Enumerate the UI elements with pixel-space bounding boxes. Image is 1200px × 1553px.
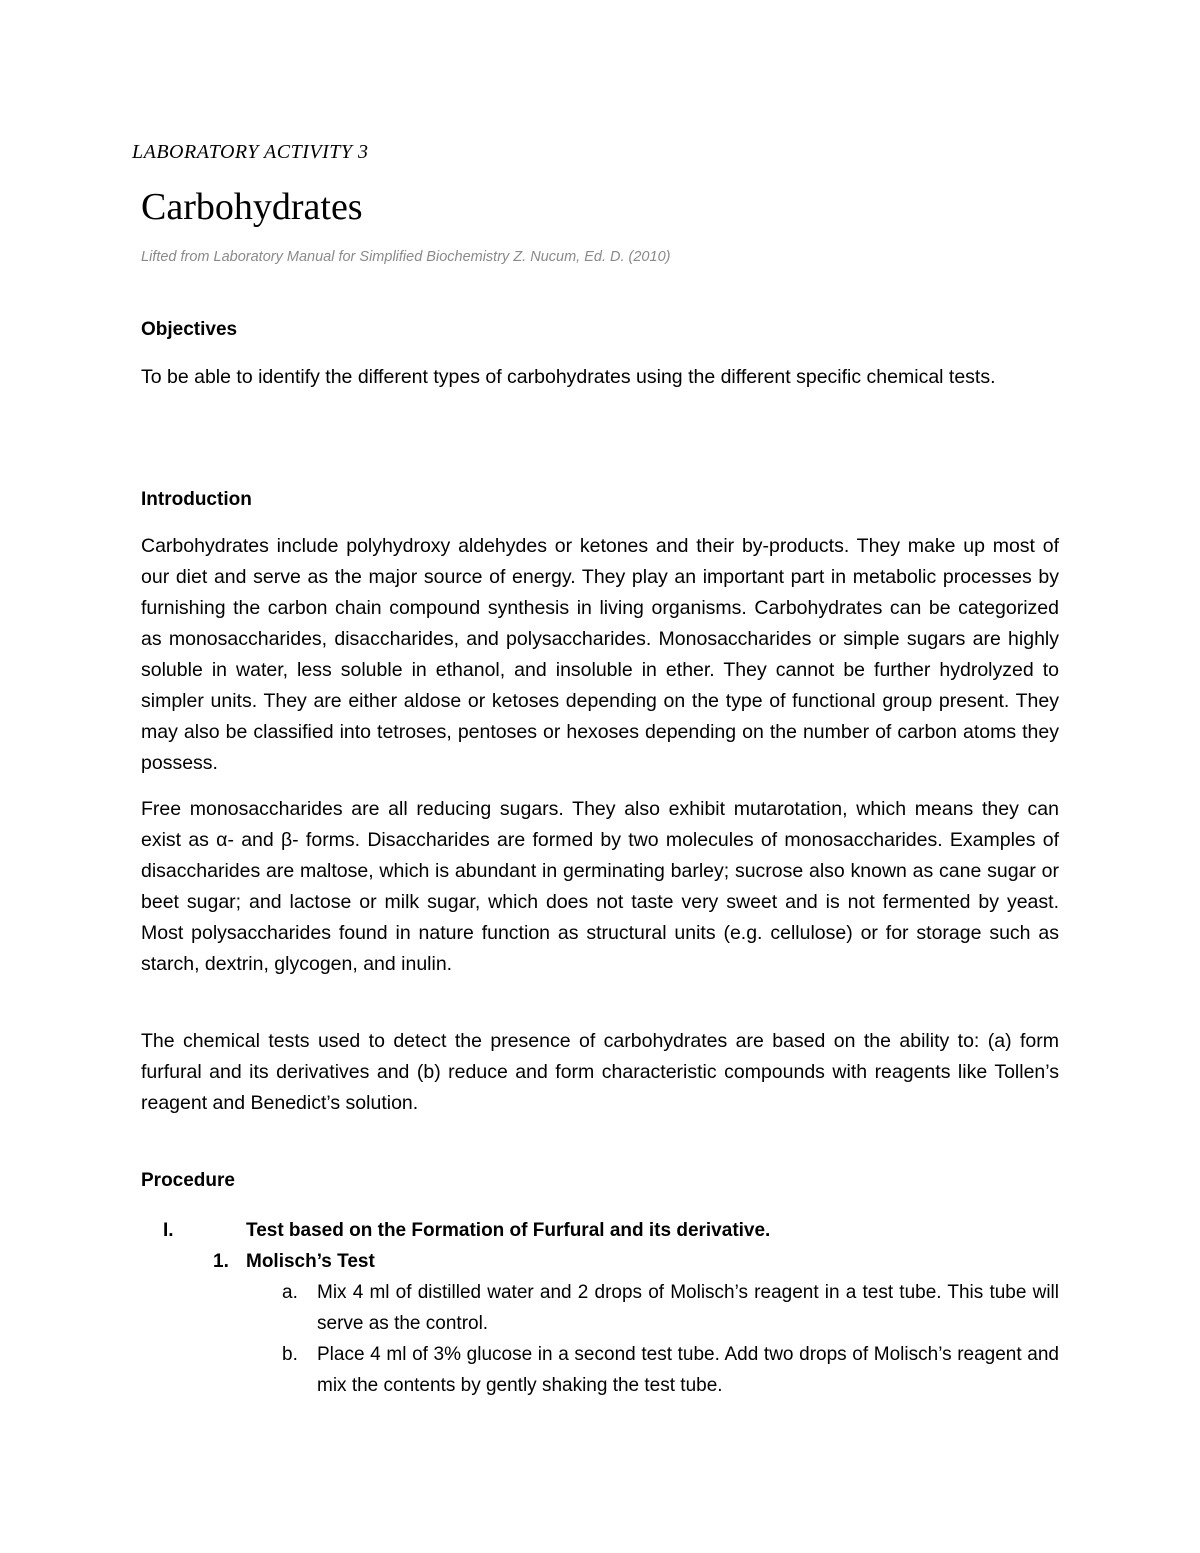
activity-label: LABORATORY ACTIVITY 3 [132, 141, 369, 163]
step-text: Mix 4 ml of distilled water and 2 drops of Molisch’s reagent in a test tube. This tube will serve as the control. [317, 1282, 1059, 1334]
procedure-heading: Procedure [141, 1170, 235, 1191]
procedure-list [141, 1215, 1059, 1401]
test-title: Molisch’s Test [246, 1251, 375, 1272]
source-citation: Lifted from Laboratory Manual for Simplified Biochemistry Z. Nucum, Ed. D. (2010) [141, 249, 671, 265]
introduction-paragraph: Carbohydrates include polyhydroxy aldehydes or ketones and their by-products. They make up most of our diet and serve as the major source of energy. They play an important part in metabolic processes by furnishing the carbon chain compound synthesis in living organisms. Carbohydrates can be categorized as monosaccharides, disaccharides, and polysaccharides. Monosaccharides or simple sugars are highly soluble in water, less soluble in ethanol, and insoluble in ether. They cannot be further hydrolyzed to simpler units. They are either aldose or ketoses depending on the type of functional group present. They may also be classified into tetroses, pentoses or hexoses depending on the number of carbon atoms they possess. [141, 535, 1059, 774]
introduction-heading: Introduction [141, 489, 252, 510]
introduction-paragraph: The chemical tests used to detect the presence of carbohydrates are based on the ability to: (a) form furfural and its derivatives and (b) reduce and form characteristic compounds with reagents like Tollen’s reagent and Benedict’s solution. [141, 1030, 1059, 1114]
document-page [132, 0, 1059, 1553]
procedure-step [141, 1277, 1059, 1339]
test-number: 1. [213, 1251, 229, 1272]
procedure-step [141, 1339, 1059, 1401]
step-letter: a. [282, 1282, 298, 1303]
step-letter: b. [282, 1344, 298, 1365]
objectives-text: To be able to identify the different types of carbohydrates using the different specific chemical tests. [141, 366, 996, 388]
document-title: Carbohydrates [141, 186, 363, 228]
section-number: I. [163, 1220, 174, 1241]
section-title: Test based on the Formation of Furfural and its derivative. [246, 1220, 771, 1241]
introduction-paragraph: Free monosaccharides are all reducing sugars. They also exhibit mutarotation, which means they can exist as α- and β- forms. Disaccharides are formed by two molecules of monosaccharides. Examples of disaccharides are maltose, which is abundant in germinating barley; sucrose also known as cane sugar or beet sugar; and lactose or milk sugar, which does not taste very sweet and is not fermented by yeast. Most polysaccharides found in nature function as structural units (e.g. cellulose) or for storage such as starch, dextrin, glycogen, and inulin. [141, 798, 1059, 975]
step-text: Place 4 ml of 3% glucose in a second test tube. Add two drops of Molisch’s reagent and mix the contents by gently shaking the test tube. [317, 1344, 1059, 1396]
objectives-heading: Objectives [141, 319, 238, 340]
procedure-test [141, 1246, 1059, 1277]
procedure-section [141, 1215, 1059, 1246]
